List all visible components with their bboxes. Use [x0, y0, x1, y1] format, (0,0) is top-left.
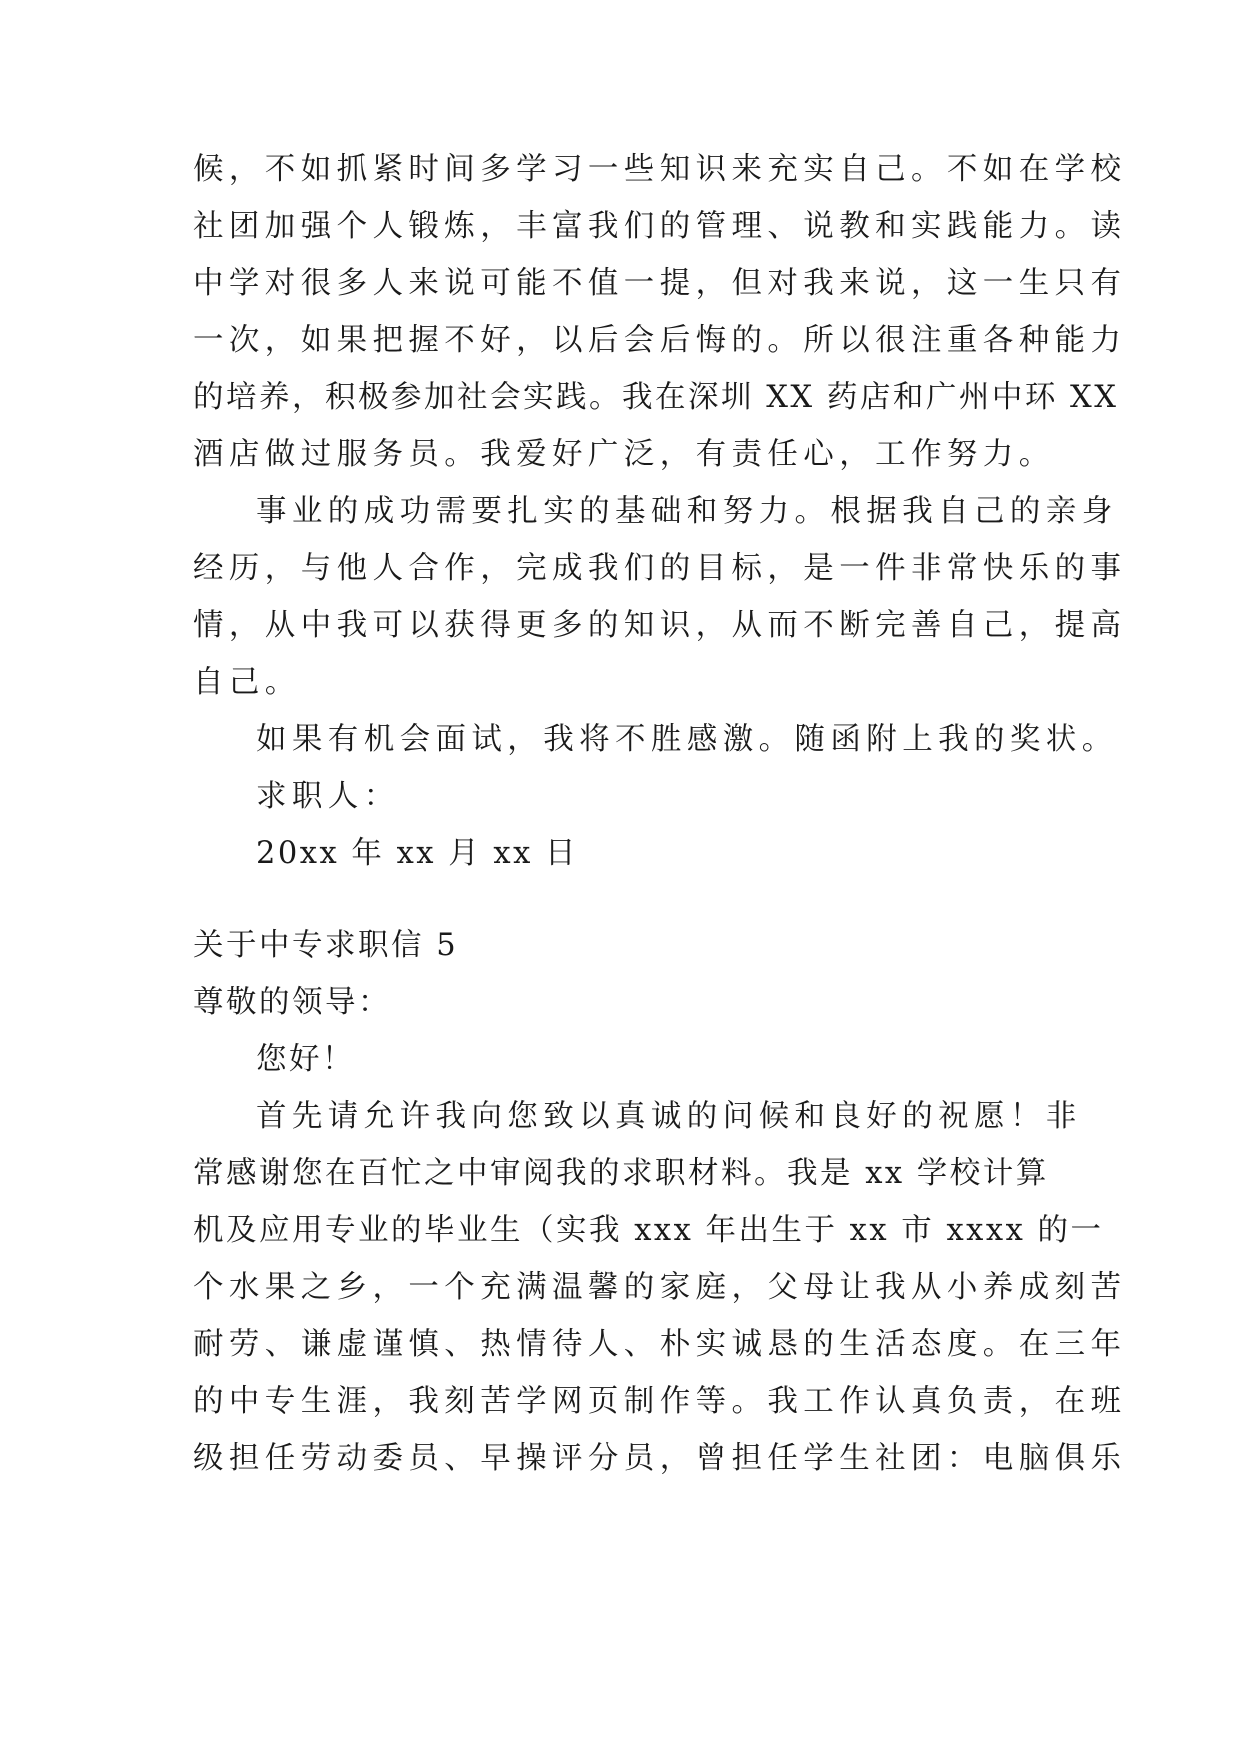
- paragraph-line: 个水果之乡，一个充满温馨的家庭，父母让我从小养成刻苦: [193, 1270, 1127, 1305]
- paragraph-line: 经历，与他人合作，完成我们的目标，是一件非常快乐的事: [193, 551, 1127, 586]
- paragraph-line: 情，从中我可以获得更多的知识，从而不断完善自己，提高: [193, 608, 1127, 643]
- paragraph-line: 事业的成功需要扎实的基础和努力。根据我自己的亲身: [256, 494, 1118, 529]
- paragraph-line: 一次，如果把握不好，以后会后悔的。所以很注重各种能力: [193, 323, 1127, 358]
- paragraph-line: 自己。: [193, 665, 301, 700]
- paragraph-line: 首先请允许我向您致以真诚的问候和良好的祝愿！非: [256, 1099, 1082, 1134]
- greeting: 您好！: [256, 1042, 355, 1077]
- date-line: 20xx 年 xx 月 xx 日: [256, 836, 578, 871]
- paragraph-line: 如果有机会面试，我将不胜感激。随函附上我的奖状。: [256, 722, 1118, 757]
- paragraph-line: 机及应用专业的毕业生（实我 xxx 年出生于 xx 市 xxxx 的一: [193, 1213, 1104, 1248]
- paragraph-line: 候，不如抓紧时间多学习一些知识来充实自己。不如在学校: [193, 152, 1127, 187]
- section-title: 关于中专求职信 5: [193, 928, 459, 963]
- paragraph-line: 中学对很多人来说可能不值一提，但对我来说，这一生只有: [193, 266, 1127, 301]
- salutation: 尊敬的领导：: [193, 985, 391, 1020]
- paragraph-line: 级担任劳动委员、早操评分员，曾担任学生社团：电脑俱乐: [193, 1441, 1127, 1476]
- paragraph-line: 的培养，积极参加社会实践。我在深圳 XX 药店和广州中环 XX: [193, 380, 1119, 415]
- paragraph-line: 酒店做过服务员。我爱好广泛，有责任心，工作努力。: [193, 437, 1055, 472]
- paragraph-line: 常感谢您在百忙之中审阅我的求职材料。我是 xx 学校计算: [193, 1156, 1049, 1191]
- signature-label: 求职人：: [256, 779, 400, 814]
- paragraph-line: 社团加强个人锻炼，丰富我们的管理、说教和实践能力。读: [193, 209, 1127, 244]
- paragraph-line: 耐劳、谦虚谨慎、热情待人、朴实诚恳的生活态度。在三年: [193, 1327, 1127, 1362]
- paragraph-line: 的中专生涯，我刻苦学网页制作等。我工作认真负责，在班: [193, 1384, 1127, 1419]
